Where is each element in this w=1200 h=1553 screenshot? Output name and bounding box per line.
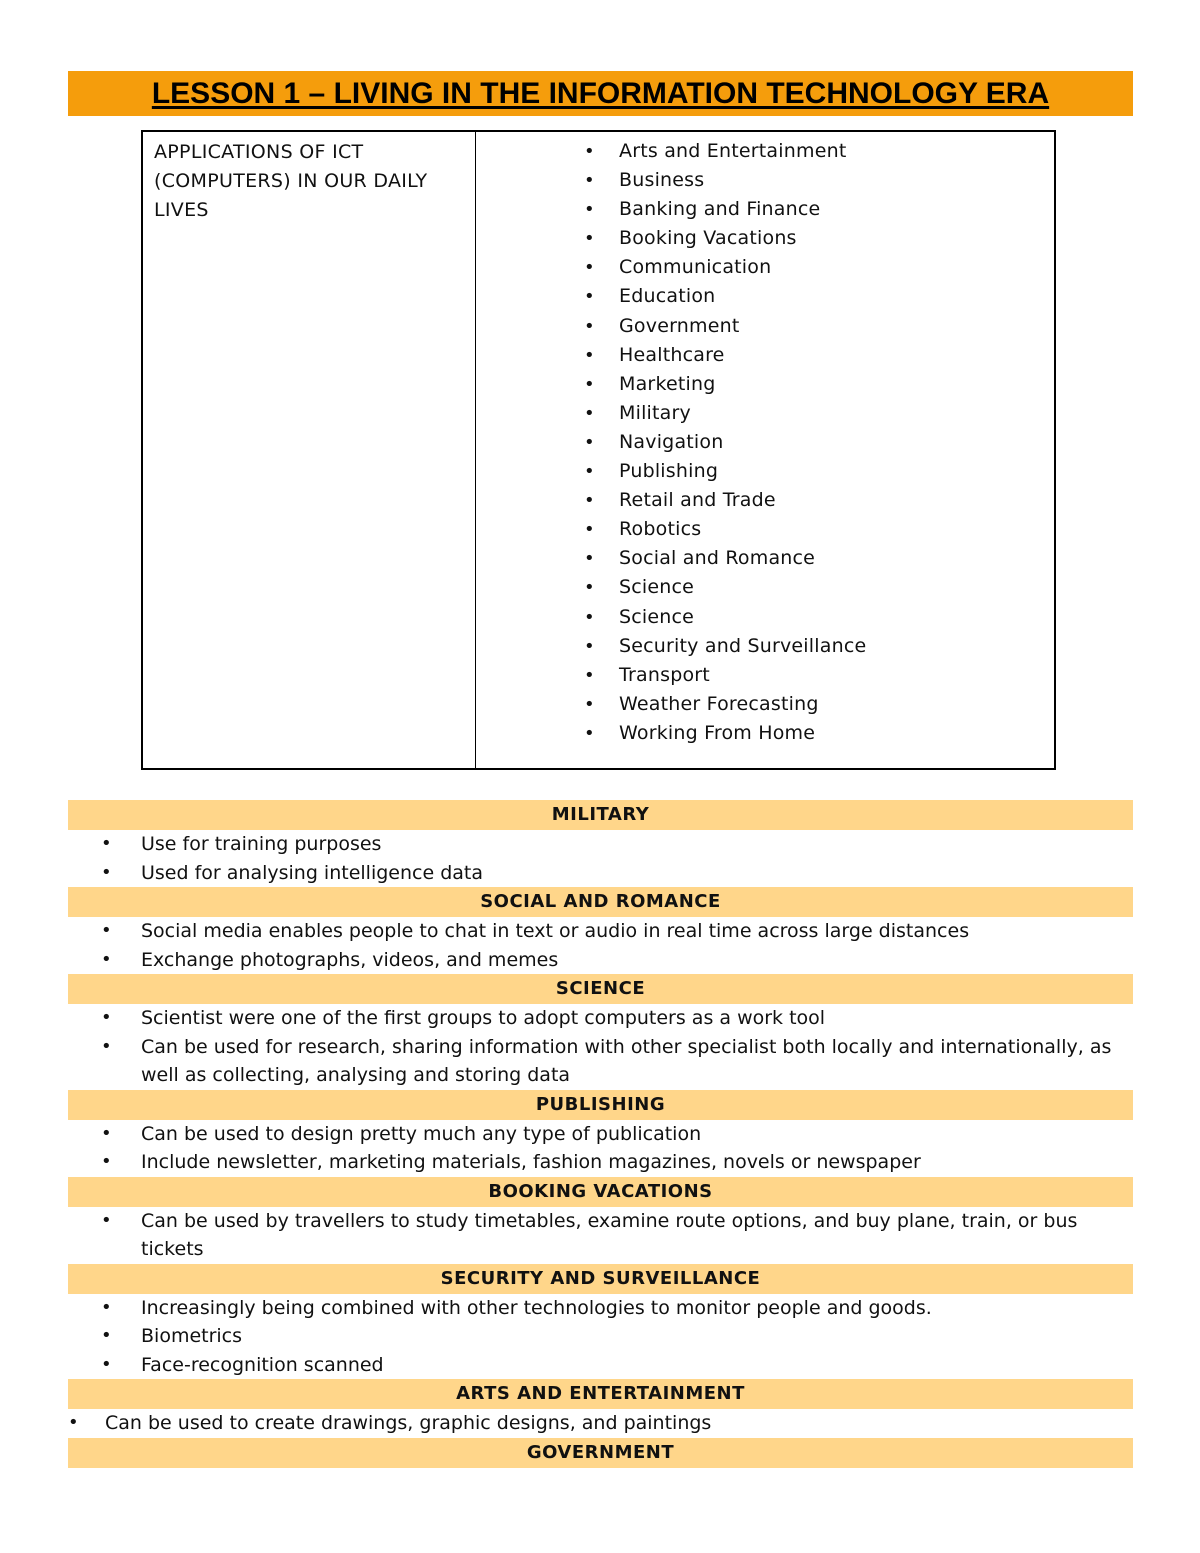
bullet-icon: • — [584, 170, 595, 192]
section-bullet-item — [68, 946, 1133, 975]
application-label: Communication — [619, 256, 772, 279]
bullet-icon: • — [584, 344, 595, 366]
application-item — [583, 195, 1054, 224]
application-item — [583, 282, 1054, 311]
section-bullet-list — [68, 917, 1133, 974]
application-item — [583, 224, 1054, 253]
bullet-icon: • — [584, 431, 595, 453]
application-item — [583, 486, 1054, 515]
application-label: Retail and Trade — [619, 489, 776, 512]
section-header-arts-and-entertainment: ARTS AND ENTERTAINMENT — [68, 1379, 1133, 1409]
bullet-text: Used for analysing intelligence data — [141, 861, 483, 884]
bullet-icon: • — [584, 635, 595, 657]
section-bullet-item — [68, 1207, 1133, 1264]
application-label: Military — [619, 401, 691, 424]
application-label: Marketing — [619, 372, 716, 395]
section-bullet-list — [68, 1409, 1133, 1438]
bullet-icon: • — [101, 1122, 112, 1144]
bullet-icon: • — [584, 461, 595, 483]
application-item — [583, 457, 1054, 486]
section-bullet-list — [68, 830, 1133, 887]
bullet-text: Social media enables people to chat in text or audio in real time across large distances — [141, 920, 970, 942]
bullet-icon: • — [101, 833, 112, 854]
application-label: Working From Home — [619, 721, 816, 744]
application-item — [583, 399, 1054, 428]
application-label: Science — [619, 605, 695, 628]
section-header-security-and-surveillance: SECURITY AND SURVEILLANCE — [68, 1264, 1133, 1294]
application-label: Navigation — [619, 430, 724, 453]
application-item — [583, 690, 1054, 719]
section-bullet-item — [68, 830, 1133, 859]
section-header-booking-vacations: BOOKING VACATIONS — [68, 1177, 1133, 1207]
bullet-icon: • — [584, 286, 595, 308]
bullet-text: Can be used for research, sharing information with other specialist both locally and internationally, as well as collecting, analysing and storing data — [141, 1035, 1112, 1086]
applications-heading: APPLICATIONS OF ICT (COMPUTERS) IN OUR DAILY LIVES — [154, 141, 428, 221]
section-bullet-item — [68, 1033, 1133, 1090]
bullet-icon: • — [101, 1209, 112, 1231]
section-header-government: GOVERNMENT — [68, 1438, 1133, 1468]
application-item — [583, 719, 1054, 748]
bullet-icon: • — [101, 1151, 112, 1172]
bullet-icon: • — [101, 1325, 112, 1346]
bullet-icon: • — [584, 577, 595, 599]
section-bullet-list — [68, 1120, 1133, 1177]
application-item — [583, 632, 1054, 661]
bullet-icon: • — [101, 1353, 112, 1375]
application-label: Weather Forecasting — [619, 692, 819, 715]
section-bullet-item — [68, 1120, 1133, 1149]
application-item — [583, 312, 1054, 341]
bullet-icon: • — [101, 1035, 112, 1057]
bullet-text: Can be used to create drawings, graphic designs, and paintings — [105, 1412, 712, 1434]
applications-heading-cell — [142, 131, 476, 769]
bullet-icon: • — [584, 228, 595, 250]
bullet-text: Include newsletter, marketing materials, fashion magazines, novels or newspaper — [141, 1151, 921, 1173]
bullet-icon: • — [101, 1007, 112, 1028]
bullet-icon: • — [584, 373, 595, 395]
section-header-military: MILITARY — [68, 800, 1133, 830]
application-item — [583, 544, 1054, 573]
section-bullet-item — [68, 1409, 1133, 1438]
bullet-icon: • — [584, 664, 595, 686]
applications-list-cell — [476, 131, 1056, 769]
sections-container — [68, 800, 1133, 1468]
application-label: Business — [619, 169, 705, 192]
application-item — [583, 428, 1054, 457]
bullet-text: Can be used to design pretty much any type of publication — [141, 1122, 702, 1145]
application-label: Transport — [619, 663, 710, 686]
bullet-icon: • — [584, 257, 595, 279]
section-bullet-list — [68, 1294, 1133, 1380]
application-label: Arts and Entertainment — [619, 140, 847, 162]
section-bullet-item — [68, 917, 1133, 946]
lesson-title-bar — [68, 71, 1133, 116]
application-label: Social and Romance — [619, 547, 816, 570]
application-label: Education — [619, 285, 716, 308]
application-item — [583, 515, 1054, 544]
bullet-icon: • — [101, 948, 112, 970]
lesson-title: LESSON 1 – LIVING IN THE INFORMATION TECHNOLOGY ERA — [151, 76, 1050, 110]
bullet-text: Biometrics — [141, 1325, 243, 1347]
application-label: Healthcare — [619, 343, 725, 366]
application-label: Publishing — [619, 460, 719, 483]
bullet-icon: • — [584, 402, 595, 424]
application-label: Science — [619, 576, 695, 599]
bullet-text: Scientist were one of the first groups to adopt computers as a work tool — [141, 1007, 826, 1029]
bullet-icon: • — [584, 519, 595, 541]
application-item — [583, 253, 1054, 282]
bullet-icon: • — [101, 1296, 112, 1318]
applications-table — [141, 130, 1056, 770]
bullet-icon: • — [584, 199, 595, 221]
section-bullet-item — [68, 1148, 1133, 1177]
bullet-text: Use for training purposes — [141, 833, 382, 855]
bullet-icon: • — [584, 141, 595, 162]
application-label: Booking Vacations — [619, 227, 797, 250]
application-item — [583, 341, 1054, 370]
application-label: Banking and Finance — [619, 198, 821, 221]
application-label: Security and Surveillance — [619, 634, 867, 657]
section-bullet-item — [68, 1004, 1133, 1033]
bullet-icon: • — [584, 315, 595, 337]
application-label: Robotics — [619, 518, 702, 541]
application-item — [583, 137, 1054, 166]
application-item — [583, 661, 1054, 690]
bullet-icon: • — [68, 1412, 79, 1433]
section-header-science: SCIENCE — [68, 974, 1133, 1004]
bullet-icon: • — [101, 861, 112, 883]
bullet-text: Face-recognition scanned — [141, 1353, 384, 1376]
section-bullet-item — [68, 859, 1133, 888]
section-bullet-item — [68, 1322, 1133, 1351]
bullet-icon: • — [101, 920, 112, 941]
application-label: Government — [619, 314, 740, 337]
bullet-text: Exchange photographs, videos, and memes — [141, 948, 559, 971]
bullet-icon: • — [584, 606, 595, 628]
bullet-icon: • — [584, 490, 595, 512]
application-item — [583, 166, 1054, 195]
application-item — [583, 603, 1054, 632]
bullet-text: Increasingly being combined with other technologies to monitor people and goods. — [141, 1296, 932, 1319]
applications-list — [476, 137, 1054, 748]
application-item — [583, 573, 1054, 602]
bullet-icon: • — [584, 722, 595, 744]
bullet-icon: • — [584, 693, 595, 715]
section-header-social-and-romance: SOCIAL AND ROMANCE — [68, 887, 1133, 917]
bullet-icon: • — [584, 548, 595, 570]
section-header-publishing: PUBLISHING — [68, 1090, 1133, 1120]
bullet-text: Can be used by travellers to study timetables, examine route options, and buy plane, train, or bus tickets — [141, 1209, 1078, 1260]
application-item — [583, 370, 1054, 399]
section-bullet-list — [68, 1004, 1133, 1090]
section-bullet-list — [68, 1207, 1133, 1264]
section-bullet-item — [68, 1294, 1133, 1323]
section-bullet-item — [68, 1351, 1133, 1380]
